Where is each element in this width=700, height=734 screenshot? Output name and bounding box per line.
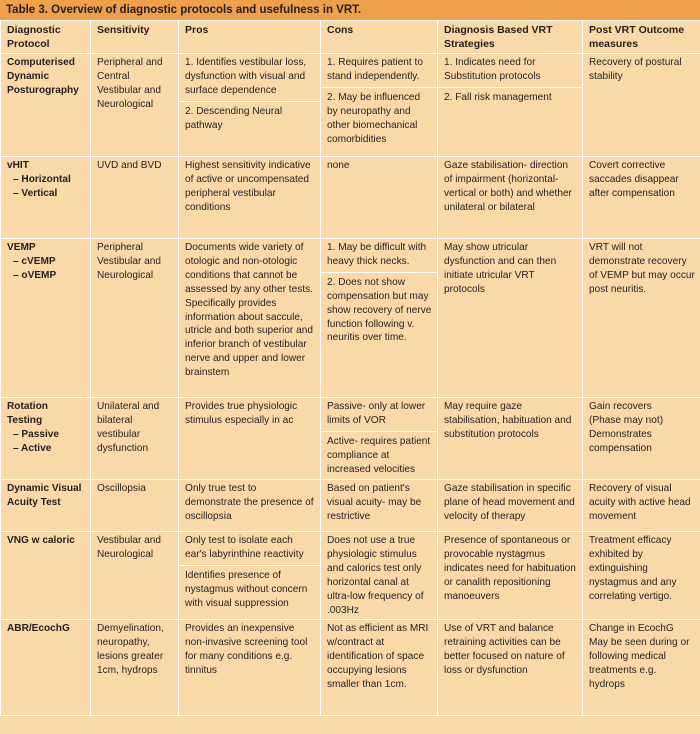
cons-cell (321, 398, 438, 480)
protocol-subtype: – Passive (13, 428, 60, 440)
strategies-cell (438, 532, 583, 620)
outcome-item: Gain recovers (589, 401, 652, 412)
table-title: Table 3. Overview of diagnostic protocols and usefulness in VRT. (0, 0, 700, 20)
strategies-cell (438, 620, 583, 716)
outcome-item: Covert corrective saccades disappear after compensation (589, 160, 679, 199)
header-strategies: Diagnosis Based VRT Strategies (438, 21, 583, 54)
cons-item: 1. Requires patient to stand independently. (321, 56, 437, 88)
strategies-cell (438, 480, 583, 532)
table-row (1, 54, 700, 157)
strategies-item: May require gaze stabilisation, habituation and substitution protocols (444, 401, 572, 440)
table-row (1, 157, 700, 239)
outcome-item: Recovery of visual acuity with active head movement (589, 483, 691, 522)
outcome-item: Change in EcochG (589, 623, 674, 635)
cons-item: Not as efficient as MRI w/contract at identification of space occupying lesions smaller than 1cm. (327, 623, 429, 691)
protocol-name: Rotation Testing (7, 401, 48, 426)
strategies-item: May show utricular dysfunction and can then initiate utricular VRT protocols (444, 242, 557, 295)
outcome-cell (583, 239, 700, 398)
cons-item: 1. May be difficult with heavy thick necks. (321, 241, 437, 273)
sensitivity-cell: Unilateral and bilateral vestibular dysfunction (91, 398, 179, 480)
outcome-cell (583, 398, 700, 480)
diagnostic-protocols-table (0, 20, 700, 716)
outcome-item: VRT will not demonstrate recovery of VEMP but may occur post neuritis. (589, 242, 695, 295)
pros-cell (179, 480, 321, 532)
protocol-cell (1, 54, 91, 157)
table-row (1, 239, 700, 398)
header-pros: Pros (179, 21, 321, 54)
header-sensitivity: Sensitivity (91, 21, 179, 54)
protocol-name: Dynamic Visual Acuity Test (7, 483, 82, 508)
cons-item: Based on patient's visual acuity- may be restrictive (327, 483, 422, 522)
cons-item: none (327, 160, 350, 171)
cons-item: Active- requires patient compliance at increased velocities (327, 435, 431, 475)
protocol-subtype: – Active (13, 442, 52, 454)
pros-cell (179, 620, 321, 716)
outcome-cell (583, 532, 700, 620)
cons-cell (321, 480, 438, 532)
protocol-subtype: – cVEMP (13, 255, 56, 267)
sensitivity-cell: Peripheral and Central Vestibular and Neurological (91, 54, 179, 157)
sensitivity-cell: Oscillopsia (91, 480, 179, 532)
pros-item: 2. Descending Neural pathway (185, 105, 283, 131)
cons-item: 2. Does not show compensation but may show recovery of nerve function following v. neuritis over time. (327, 276, 432, 344)
pros-item: Only test to isolate each ear's labyrinthine reactivity (179, 534, 320, 566)
protocol-name: VEMP (7, 242, 36, 253)
pros-item: Provides an inexpensive non-invasive screening tool for many conditions e.g. tinnitus (185, 623, 308, 677)
table-row (1, 480, 700, 532)
protocol-subtype: – Vertical (13, 187, 58, 199)
cons-cell (321, 620, 438, 716)
cons-cell (321, 239, 438, 398)
protocol-name: ABR/EcochG (7, 623, 70, 635)
strategies-item: Gaze stabilisation- direction of impairment (horizontal-vertical or both) and whether unilateral or bilateral (444, 160, 572, 213)
table-row (1, 532, 700, 620)
protocol-name: vHIT (7, 160, 29, 171)
strategies-cell (438, 54, 583, 157)
cons-item: Does not use a true physiologic stimulus and calorics test only horizontal canal at ultra-low frequency of .003Hz (327, 535, 424, 616)
pros-item: Identifies presence of nystagmus without concern with visual suppression (185, 569, 308, 609)
outcome-item: Recovery of postural stability (589, 57, 682, 82)
strategies-cell (438, 239, 583, 398)
header-cons: Cons (321, 21, 438, 54)
outcome-item: May be seen during or following medical treatments e.g. hydrops (589, 637, 690, 691)
pros-cell (179, 157, 321, 239)
outcome-cell (583, 157, 700, 239)
protocol-cell (1, 398, 91, 480)
protocol-cell (1, 157, 91, 239)
cons-item: Passive- only at lower limits of VOR (321, 400, 437, 432)
strategies-cell (438, 398, 583, 480)
protocol-name: VNG w caloric (7, 535, 75, 546)
strategies-item: 2. Fall risk management (444, 91, 552, 103)
protocol-cell (1, 480, 91, 532)
header-outcome: Post VRT Outcome measures (583, 21, 700, 54)
sensitivity-cell: UVD and BVD (91, 157, 179, 239)
protocol-subtype: – oVEMP (13, 269, 57, 281)
outcome-item: Demonstrates compensation (589, 428, 652, 454)
sensitivity-cell: Demyelination, neuropathy, lesions greater 1cm, hydrops (91, 620, 179, 716)
protocol-cell (1, 532, 91, 620)
strategies-cell (438, 157, 583, 239)
protocol-cell (1, 620, 91, 716)
pros-item: 1. Identifies vestibular loss, dysfunction with visual and surface dependence (179, 56, 320, 102)
pros-item: Only true test to demonstrate the presence of oscillopsia (185, 483, 314, 522)
sensitivity-cell: Vestibular and Neurological (91, 532, 179, 620)
outcome-cell (583, 480, 700, 532)
header-protocol: Diagnostic Protocol (1, 21, 91, 54)
outcome-cell (583, 620, 700, 716)
outcome-item: (Phase may not) (589, 414, 664, 426)
cons-item: 2. May be influenced by neuropathy and other biomechanical comorbidities (327, 91, 421, 145)
header-row (1, 21, 700, 54)
pros-item: Highest sensitivity indicative of active or uncompensated peripheral vestibular conditions (185, 160, 311, 213)
table-row (1, 620, 700, 716)
strategies-item: Presence of spontaneous or provocable nystagmus indicates need for habituation or canalith repositioning manoeuvers (444, 535, 576, 602)
protocol-name: Computerised Dynamic Posturography (7, 57, 79, 96)
pros-cell (179, 532, 321, 620)
pros-item: Provides true physiologic stimulus especially in ac (185, 401, 298, 426)
pros-cell (179, 239, 321, 398)
sensitivity-cell: Peripheral Vestibular and Neurological (91, 239, 179, 398)
table-row (1, 398, 700, 480)
strategies-item: Gaze stabilisation in specific plane of head movement and velocity of therapy (444, 483, 575, 522)
pros-cell (179, 398, 321, 480)
protocol-cell (1, 239, 91, 398)
outcome-item: Treatment efficacy exhibited by extinguishing nystagmus and any correlating vertigo. (589, 535, 677, 602)
cons-cell (321, 532, 438, 620)
cons-cell (321, 54, 438, 157)
pros-item: Documents wide variety of otologic and non-otologic conditions that cannot be assessed by any other tests. Specifically provides information about saccule, utricle and both superior and inferior branch of vestibular nerve and upper and lower brainstem (185, 242, 313, 379)
cons-cell (321, 157, 438, 239)
pros-cell (179, 54, 321, 157)
outcome-cell (583, 54, 700, 157)
strategies-item: Use of VRT and balance retraining activities can be better focused on nature of loss or dysfunction (444, 623, 565, 677)
protocol-subtype: – Horizontal (13, 173, 71, 185)
strategies-item: 1. Indicates need for Substitution protocols (438, 56, 582, 88)
